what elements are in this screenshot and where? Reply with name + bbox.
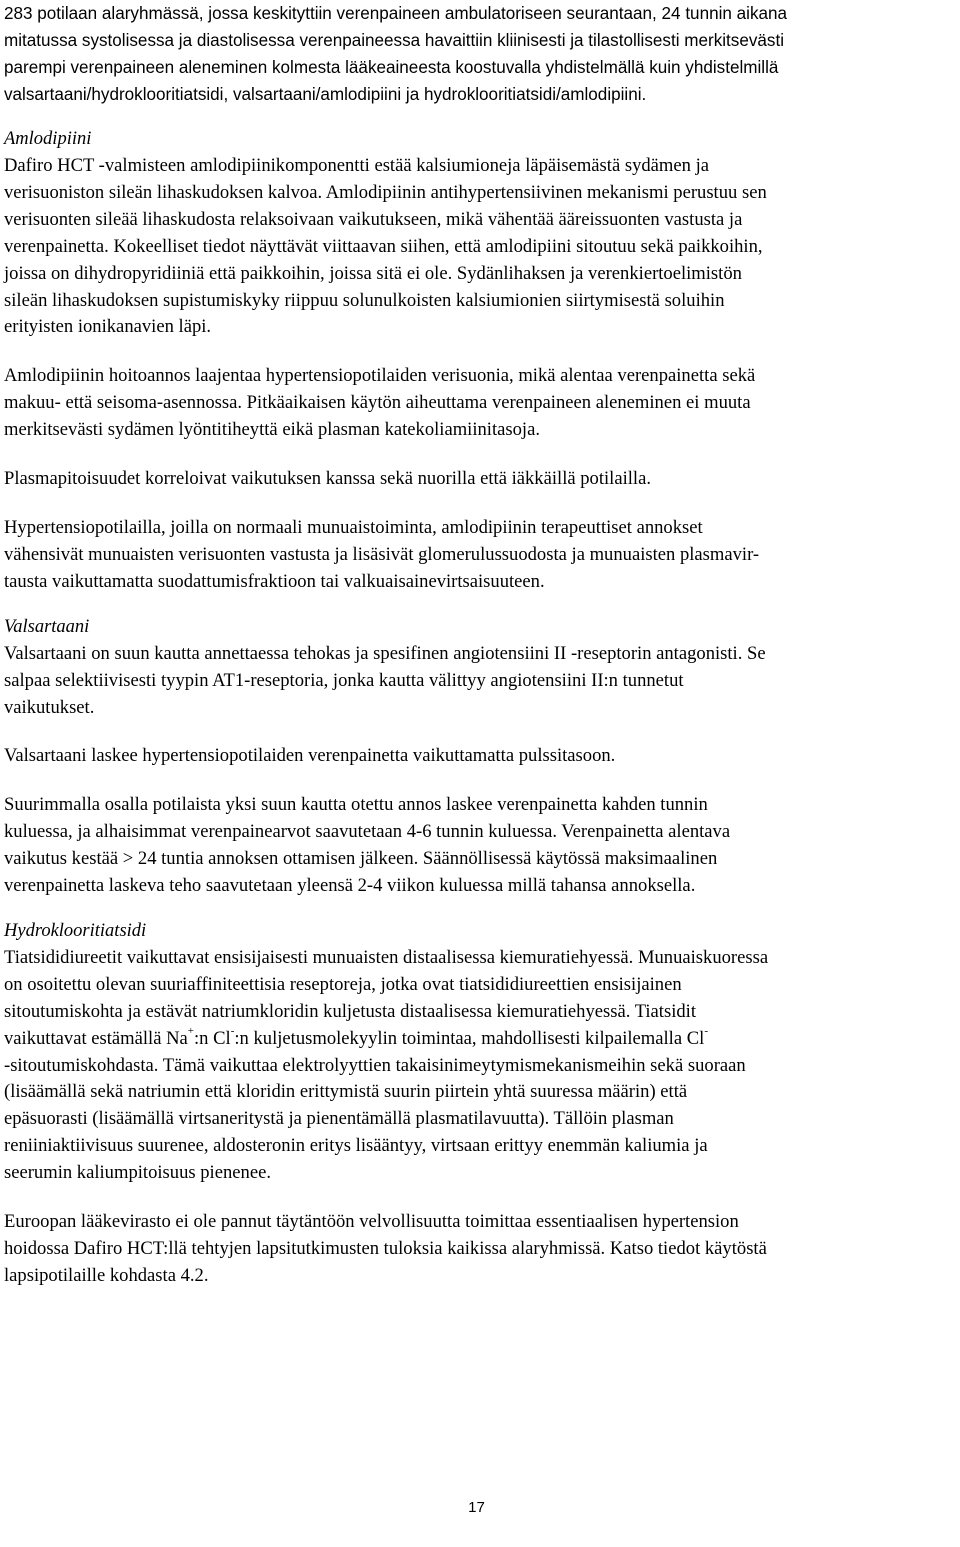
text-line: on osoitettu olevan suuriaffiniteettisia reseptoreja, jotka ovat tiatsididiureettien ensisijainen bbox=[4, 973, 682, 995]
text-line: Tiatsididiureetit vaikuttavat ensisijaisesti munuaisten distaalisessa kiemuratiehyessä. Munuaiskuoressa bbox=[4, 946, 769, 968]
text-line: reniiniaktiivisuus suurenee, aldosteronin eritys lisääntyy, virtsaan erittyy enemmän kaliumia ja bbox=[4, 1135, 708, 1157]
text-segment: vaikuttavat estämällä Na bbox=[4, 1027, 188, 1049]
amlodipiini-paragraph-3 bbox=[4, 466, 957, 493]
text-line: verenpainetta. Kokeelliset tiedot näyttävät viittaavan siihen, että amlodipiini sitoutuu sekä paikkoihin, bbox=[4, 235, 763, 257]
text-line: salpaa selektiivisesti tyypin AT1-reseptoria, jonka kautta välittyy angiotensiini II:n tunnetut bbox=[4, 669, 684, 691]
hydroklooritiatsidi-paragraph bbox=[4, 945, 957, 1187]
text-line: Euroopan lääkevirasto ei ole pannut täytäntöön velvollisuutta toimittaa essentiaalisen hypertension bbox=[4, 1211, 739, 1233]
amlodipiini-paragraph-4 bbox=[4, 515, 957, 596]
text-line: Amlodipiinin hoitoannos laajentaa hypertensiopotilaiden verisuonia, mikä alentaa verenpainetta sekä bbox=[4, 365, 756, 387]
text-line: kuluessa, ja alhaisimmat verenpainearvot saavutetaan 4-6 tunnin kuluessa. Verenpainetta alentava bbox=[4, 821, 731, 843]
text-line: Hypertensiopotilailla, joilla on normaali munuaistoiminta, amlodipiinin terapeuttiset annokset bbox=[4, 516, 703, 538]
text-line: mitatussa systolisessa ja diastolisessa verenpaineessa havaittiin kliinisesti ja tilastollisesti merkitsevästi bbox=[4, 31, 784, 50]
intro-paragraph bbox=[4, 0, 957, 108]
valsartaani-paragraph-1 bbox=[4, 641, 957, 722]
text-line: Plasmapitoisuudet korreloivat vaikutuksen kanssa sekä nuorilla että iäkkäillä potilailla. bbox=[4, 468, 652, 490]
text-line: makuu- että seisoma-asennossa. Pitkäaikaisen käytön aiheuttama verenpaineen aleneminen ei muuta bbox=[4, 392, 751, 414]
text-segment: :n kuljetusmolekyylin toimintaa, mahdollisesti kilpailemalla Cl bbox=[234, 1027, 705, 1049]
text-line: vaikutus kestää > 24 tuntia annoksen ottamisen jälkeen. Säännöllisessä käytössä maksimaalinen bbox=[4, 848, 718, 870]
text-line: tausta vaikuttamatta suodattumisfraktioon tai valkuaisainevirtsaisuuteen. bbox=[4, 570, 545, 592]
text-line: erityisten ionikanavien läpi. bbox=[4, 316, 212, 338]
text-line: Dafiro HCT -valmisteen amlodipiinikomponentti estää kalsiumioneja läpäisemästä sydämen ja bbox=[4, 155, 710, 176]
document-page bbox=[4, 0, 957, 1290]
text-line: parempi verenpaineen aleneminen kolmesta lääkeaineesta koostuvalla yhdistelmällä kuin yhdistelmillä bbox=[4, 58, 779, 77]
text-segment: :n Cl bbox=[194, 1027, 231, 1049]
text-line: lapsipotilaille kohdasta 4.2. bbox=[4, 1264, 209, 1286]
amlodipiini-paragraph-2 bbox=[4, 363, 957, 444]
section-title-amlodipiini: Amlodipiini bbox=[4, 129, 92, 149]
text-line: joissa on dihydropyridiiniä että paikkoihin, joissa sitä ei ole. Sydänlihaksen ja verenkiertoelimistön bbox=[4, 262, 742, 284]
text-line: 283 potilaan alaryhmässä, jossa keskityttiin verenpaineen ambulatoriseen seurantaan, 24 tunnin aikana bbox=[4, 4, 788, 23]
text-line bbox=[4, 1026, 957, 1053]
valsartaani-paragraph-3 bbox=[4, 792, 957, 900]
text-line: verisuoniston sileän lihaskudoksen kalvoa. Amlodipiinin antihypertensiivinen mekanismi perustuu sen bbox=[4, 181, 767, 203]
text-line: merkitsevästi sydämen lyöntitiheyttä eikä plasman katekoliamiinitasoja. bbox=[4, 419, 540, 441]
closing-paragraph bbox=[4, 1209, 957, 1290]
text-line: epäsuorasti (lisäämällä virtsaneritystä ja pienentämällä plasmatilavuutta). Tällöin plasman bbox=[4, 1108, 674, 1130]
text-line: valsartaani/hydroklooritiatsidi, valsartaani/amlodipiini ja hydroklooritiatsidi/amlodipiini. bbox=[4, 85, 647, 104]
valsartaani-paragraph-2 bbox=[4, 743, 957, 770]
text-line: verenpainetta laskeva teho saavutetaan yleensä 2-4 viikon kuluessa millä tahansa annoksella. bbox=[4, 875, 696, 897]
text-line: Valsartaani laskee hypertensiopotilaiden verenpainetta vaikuttamatta pulssitasoon. bbox=[4, 745, 616, 767]
text-line: sileän lihaskudoksen supistumiskyky riippuu solunulkoisten kalsiumionien siirtymisestä soluihin bbox=[4, 289, 725, 311]
page-number: 17 bbox=[468, 1499, 485, 1516]
amlodipiini-paragraph-1 bbox=[4, 153, 957, 341]
section-title-hydroklooritiatsidi: Hydroklooritiatsidi bbox=[4, 920, 147, 941]
section-title-valsartaani: Valsartaani bbox=[4, 616, 90, 637]
text-line: -sitoutumiskohdasta. Tämä vaikuttaa elektrolyyttien takaisinimeytymismekanismeihin sekä suoraan bbox=[4, 1054, 746, 1076]
text-line: hoidossa Dafiro HCT:llä tehtyjen lapsitutkimusten tuloksia kaikissa alaryhmissä. Katso tiedot käytöstä bbox=[4, 1238, 767, 1259]
text-line: Valsartaani on suun kautta annettaessa tehokas ja spesifinen angiotensiini II -reseptorin antagonisti. Se bbox=[4, 642, 766, 664]
superscript: - bbox=[704, 1025, 708, 1038]
text-line: vaikutukset. bbox=[4, 696, 95, 718]
text-line: (lisäämällä sekä natriumin että kloridin erittymistä suurin piirtein yhtä suuressa määrin) että bbox=[4, 1081, 688, 1103]
text-line: sitoutumiskohta ja estävät natriumkloridin kuljetusta distaalisessa kiemuratiehyessä. Tiatsidit bbox=[4, 1000, 697, 1022]
text-line: seerumin kaliumpitoisuus pienenee. bbox=[4, 1162, 271, 1184]
superscript: - bbox=[230, 1025, 235, 1038]
superscript: + bbox=[187, 1025, 195, 1038]
text-line: verisuonten sileää lihaskudosta relaksoivaan vaikutukseen, mikä vähentää ääreissuonten vastusta ja bbox=[4, 208, 743, 230]
text-line: vähensivät munuaisten verisuonten vastusta ja lisäsivät glomerulussuodosta ja munuaisten plasmavir- bbox=[4, 543, 760, 565]
text-line: Suurimmalla osalla potilaista yksi suun kautta otettu annos laskee verenpainetta kahden tunnin bbox=[4, 794, 708, 816]
